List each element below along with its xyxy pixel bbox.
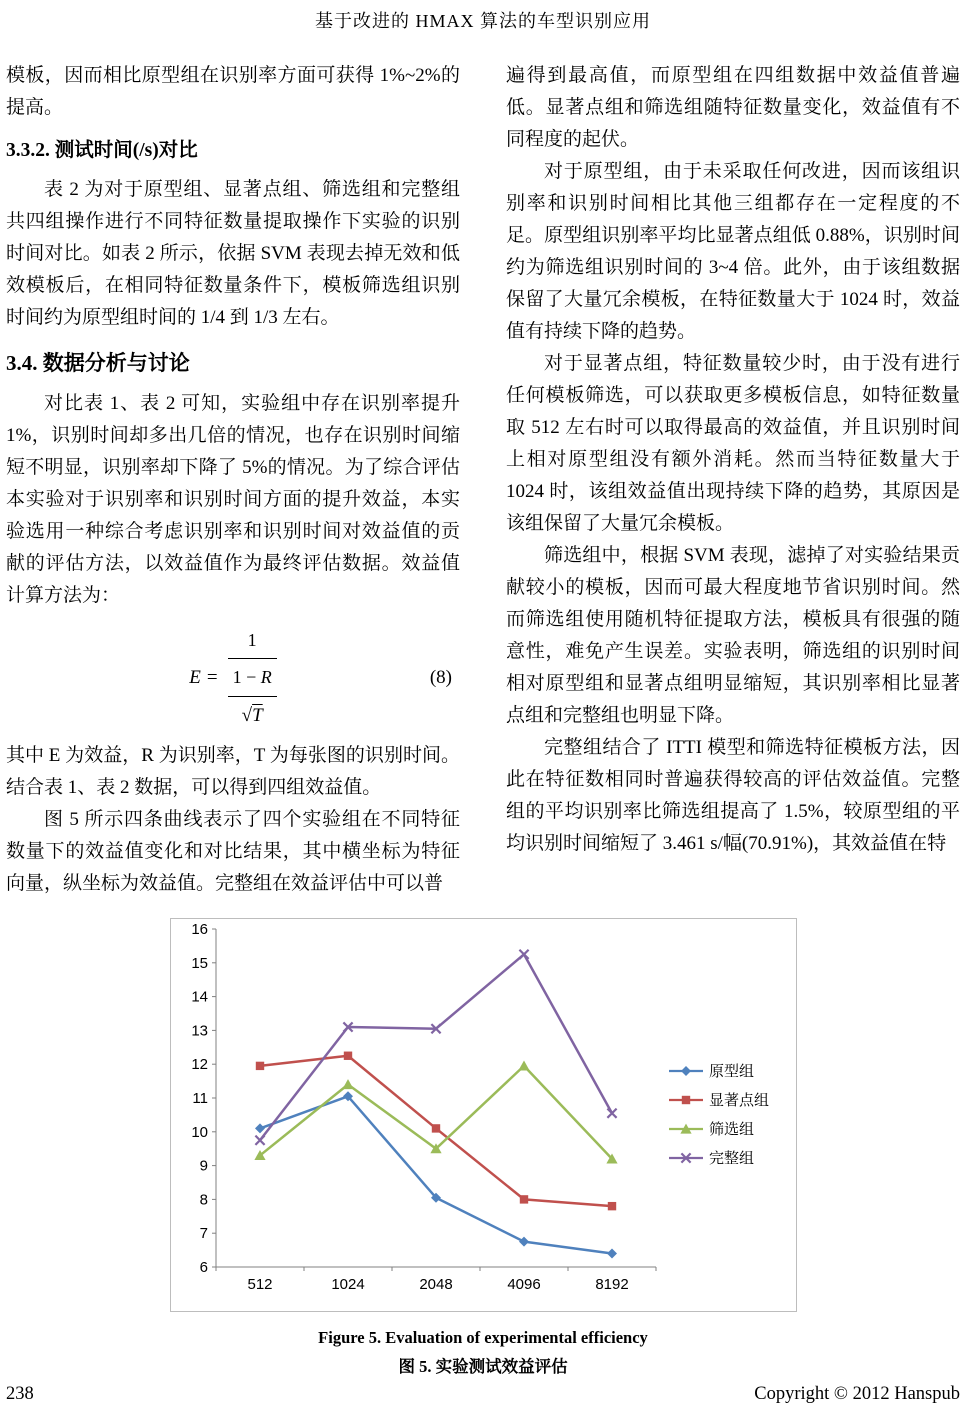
svg-text:8192: 8192	[594, 1276, 629, 1293]
page-number: 238	[6, 1384, 34, 1404]
formula-equals-sign: =	[206, 667, 218, 688]
sqrt-sign: √	[241, 705, 253, 726]
paragraph: 表 2 为对于原型组、显著点组、筛选组和完整组共四组操作进行不同特征数量提取操作下实验的识别时间对比。如表 2 所示，依据 SVM 表现去掉无效和低效模板后，在相同特征数量条件下，模板筛选组识别时间约为原型组时间的 1/4 到 1/3 左右。	[6, 179, 460, 328]
paragraph: 对于原型组，由于未采取任何改进，因而该组识别率和识别时间相比其他三组都存在一定程度的不足。原型组识别率平均比显著点组低 0.88%，识别时间约为筛选组识别时间的 3~4 倍。此外，由于该组数据保留了大量冗余模板，在特征数量大于 1024 时，效益值有持续下降的趋势。	[506, 161, 960, 342]
formula-sqrt-term	[242, 700, 263, 732]
efficiency-line-chart	[171, 919, 796, 1311]
formula-inner-numerator: 1	[247, 630, 257, 650]
fraction-bar	[228, 658, 277, 659]
paragraph: 遍得到最高值，而原型组在四组数据中效益值普遍低。显著点组和筛选组随特征数量变化，效益值有不同程度的起伏。	[506, 65, 960, 150]
copyright-notice: Copyright © 2012 Hanspub	[754, 1384, 960, 1404]
left-column	[6, 60, 460, 900]
svg-text:4096: 4096	[506, 1276, 541, 1293]
page-header	[0, 0, 966, 33]
svg-text:11: 11	[191, 1090, 208, 1107]
svg-text:16: 16	[190, 921, 208, 938]
formula-lhs-variable: E	[189, 667, 201, 688]
paragraph: 模板，因而相比原型组在识别率方面可获得 1%~2%的提高。	[6, 65, 460, 118]
svg-text:原型组: 原型组	[708, 1063, 754, 1080]
paragraph: 对于显著点组，特征数量较少时，由于没有进行任何模板筛选，可以获取更多模板信息，如特征数量取 512 左右时可以取得最高的效益值，并且识别时间上相对原型组没有额外消耗。然而当特征数量大于 1024 时，该组效益值出现持续下降的趋势，其原因是该组保留了大量冗余模板。	[506, 353, 960, 534]
running-title: 基于改进的 HMAX 算法的车型识别应用	[314, 11, 651, 31]
paragraph: 图 5 所示四条曲线表示了四个实验组在不同特征数量下的效益值变化和对比结果，其中横坐标为特征向量，纵坐标为效益值。完整组在效益评估中可以普	[6, 809, 460, 894]
two-column-content	[0, 60, 966, 900]
formula-denominator-variable: R	[260, 667, 272, 687]
svg-text:15: 15	[190, 954, 208, 972]
figure-5-chart-frame	[170, 918, 797, 1312]
sqrt-argument: T	[252, 705, 263, 726]
svg-text:12: 12	[190, 1056, 208, 1074]
svg-text:7: 7	[199, 1225, 208, 1243]
section-heading-3-4: 3.4. 数据分析与讨论	[6, 351, 190, 375]
formula-inner-denominator	[228, 661, 277, 693]
svg-text:8: 8	[199, 1191, 208, 1209]
paragraph: 对比表 1、表 2 可知，实验组中存在识别率提升1%，识别时间却多出几倍的情况，也存在识别时间缩短不明显，识别率却下降了 5%的情况。为了综合评估本实验对于识别率和识别时间方面的提升效益，本实验选用一种综合考虑识别率和识别时间对效益值的贡献的评估方法，以效益值作为最终评估数据。效益值计算方法为：	[6, 393, 460, 606]
svg-text:6: 6	[199, 1259, 208, 1276]
paragraph: 筛选组中，根据 SVM 表现，滤掉了对实验结果贡献较小的模板，因而可最大程度地节省识别时间。然而筛选组使用随机特征提取方法，模板具有很强的随意性，难免产生误差。实验表明，筛选组的识别时间相对原型组和显著点组明显缩短，其识别率相比显著点组和完整组也明显下降。	[506, 545, 960, 726]
formula-outer-fraction	[228, 624, 277, 732]
formula-inner-fraction	[228, 624, 277, 693]
svg-text:14: 14	[190, 988, 208, 1006]
figure-caption-en: Figure 5. Evaluation of experimental efficiency	[318, 1328, 648, 1347]
paragraph: 完整组结合了 ITTI 模型和筛选特征模板方法，因此在特征数相同时普遍获得较高的评估效益值。完整组的平均识别率比筛选组提高了 1.5%，较原型组的平均识别时间缩短了 3.461 s/幅(70.91%)，其效益值在特	[506, 737, 960, 854]
svg-text:10: 10	[190, 1123, 208, 1141]
paragraph: 其中 E 为效益，R 为识别率，T 为每张图的识别时间。结合表 1、表 2 数据，可以得到四组效益值。	[6, 745, 460, 798]
right-column	[506, 60, 960, 900]
equation-number: (8)	[429, 667, 452, 688]
fraction-bar	[228, 696, 277, 697]
svg-text:512: 512	[246, 1276, 273, 1293]
formula-denominator-prefix: 1 −	[232, 667, 261, 687]
svg-text:完整组: 完整组	[708, 1150, 754, 1167]
equation-8	[6, 624, 460, 732]
svg-text:筛选组: 筛选组	[708, 1121, 754, 1138]
page-footer	[6, 1384, 960, 1405]
svg-text:1024: 1024	[330, 1276, 365, 1293]
svg-text:显著点组: 显著点组	[708, 1092, 769, 1109]
figure-caption	[0, 1328, 966, 1377]
section-heading-3-3-2: 3.3.2. 测试时间(/s)对比	[6, 140, 198, 161]
svg-text:9: 9	[199, 1157, 208, 1175]
svg-text:2048: 2048	[418, 1276, 453, 1293]
figure-caption-zh: 图 5. 实验测试效益评估	[398, 1357, 568, 1376]
svg-text:13: 13	[190, 1022, 208, 1040]
